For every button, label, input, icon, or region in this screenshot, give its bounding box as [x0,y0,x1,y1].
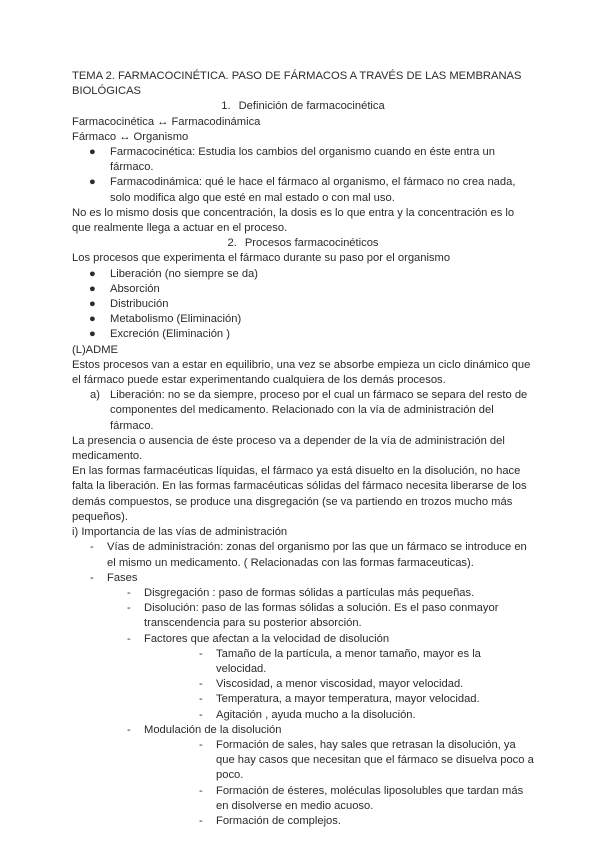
list-item-text: Farmacocinética: Estudia los cambios del organismo cuando en éste entra un fármaco. [110,146,495,174]
list-item-text: Distribución [110,298,169,311]
list-item [72,282,534,297]
list-item-text: Formación de complejos. [216,814,341,827]
list-item [72,723,534,738]
list-item [72,677,534,692]
dash-marker: - [127,602,131,615]
list-item-text: Fases [107,571,138,584]
section-2-number: 2. [227,237,237,250]
equilibrium-paragraph: Estos procesos van a estar en equilibrio, una vez se absorbe empieza un ciclo dinámico que el fármaco puede estar experimentando cualquiera de los demás procesos. [72,358,531,387]
list-item [72,647,534,677]
list-item-text: Disolución: paso de las formas sólidas a solución. Es el paso conmayor transcendencia para su posterior absorción. [144,602,499,630]
bullet-icon: ● [89,328,96,341]
dose-concentration-note: No es lo mismo dosis que concentración, la dosis es lo que entra y la concentración es lo que realmente llega a actuar en el proceso. [72,206,515,235]
list-item-text: Formación de ésteres, moléculas liposolubles que tardan más en disolverse en medio acuoso. [216,784,524,812]
lettered-list [72,388,534,434]
list-item-text: Factores que afectan a la velocidad de disolución [144,632,390,645]
list-item-text: Liberación: no se da siempre, proceso por el cual un fármaco se separa del resto de componentes del medicamento. Relacionado con la vía de administración del fármaco. [110,389,528,432]
list-item [72,738,534,784]
list-item [72,327,534,342]
routes-list [72,540,534,586]
dash-marker: - [199,738,203,751]
dash-marker: - [199,784,203,797]
list-item-text: Tamaño de la partícula, a menor tamaño, mayor es la velocidad. [216,647,481,675]
routes-subheading: i) Importancia de las vías de administración [72,526,288,539]
dash-marker: - [90,571,94,584]
list-item-text: Temperatura, a mayor temperatura, mayor velocidad. [216,693,480,706]
phases-list [72,586,534,647]
bullet-icon: ● [89,298,96,311]
drug-organism-line: Fármaco ↔ Organismo [72,130,189,143]
list-item [72,540,534,570]
list-item-text: Modulación de la disolución [144,723,282,736]
list-item [72,586,534,601]
list-item-text: Vías de administración: zonas del organismo por las que un fármaco se introduce en el mismo un medicamento. ( Relacionadas con las formas farmaceuticas). [107,541,527,569]
bullet-icon: ● [89,146,96,159]
list-item-text: Viscosidad, a menor viscosidad, mayor velocidad. [216,678,464,691]
dash-marker: - [127,723,131,736]
bullet-icon: ● [89,176,96,189]
dash-marker: - [199,678,203,691]
bullet-icon: ● [89,282,96,295]
dash-marker: - [199,693,203,706]
list-item [72,632,534,647]
modulation-list [72,738,534,829]
list-item [72,571,534,586]
list-item-text: Excreción (Eliminación ) [110,328,230,341]
dash-marker: - [199,647,203,660]
list-item-text: Metabolismo (Eliminación) [110,313,242,326]
bullet-icon: ● [89,313,96,326]
presence-paragraph: La presencia o ausencia de éste proceso va a depender de la vía de administración del medicamento. [72,434,505,463]
pk-pd-line: Farmacocinética ↔ Farmacodinámica [72,115,261,128]
list-item [72,388,534,434]
list-item [72,267,534,282]
document-title: TEMA 2. FARMACOCINÉTICA. PASO DE FÁRMACOS A TRAVÉS DE LAS MEMBRANAS BIOLÓGICAS [72,70,522,98]
document-body [72,69,534,829]
section-2-intro: Los procesos que experimenta el fármaco durante su paso por el organismo [72,252,451,265]
list-item [72,297,534,312]
dash-marker: - [127,632,131,645]
dash-marker: - [199,814,203,827]
list-item-text: Formación de sales, hay sales que retrasan la disolución, ya que hay casos que necesitan que el fármaco se disuelva poco a poco. [216,738,534,782]
list-item-text: Farmacodinámica: qué le hace el fármaco al organismo, el fármaco no crea nada, solo modifica algo que esté en mal estado o con mal uso. [110,176,516,204]
ladme-acronym: (L)ADME [72,343,118,356]
list-item [72,692,534,707]
section-2-heading [72,236,534,251]
list-item [72,601,534,631]
section-1-heading [72,99,534,114]
factors-list [72,647,534,723]
dosage-forms-paragraph: En las formas farmacéuticas líquidas, el fármaco ya está disuelto en la disolución, no hace falta la liberación. En las formas farmacéuticas sólidas del fármaco necesita liberarse de los demás compuestos, se produce una disgregación (se va partiendo en trozos mucho más pequeños). [72,465,527,523]
list-item [72,175,534,205]
modulation-heading-list [72,723,534,738]
section-2-heading-text: Procesos farmacocinéticos [244,237,379,250]
list-item [72,784,534,814]
letter-marker: a) [90,389,100,402]
dash-marker: - [90,541,94,554]
dash-marker: - [199,708,203,721]
list-item-text: Agitación , ayuda mucho a la disolución. [216,708,416,721]
dash-marker: - [127,586,131,599]
section-1-heading-text: Definición de farmacocinética [238,100,385,113]
list-item-text: Liberación (no siempre se da) [110,267,258,280]
list-item [72,814,534,829]
bullet-icon: ● [89,267,96,280]
process-list [72,267,534,343]
list-item [72,312,534,327]
list-item [72,708,534,723]
list-item-text: Absorción [110,282,160,295]
list-item-text: Disgregación : paso de formas sólidas a partículas más pequeñas. [144,586,475,599]
section-1-bullets [72,145,534,206]
list-item [72,145,534,175]
section-1-number: 1. [221,100,231,113]
